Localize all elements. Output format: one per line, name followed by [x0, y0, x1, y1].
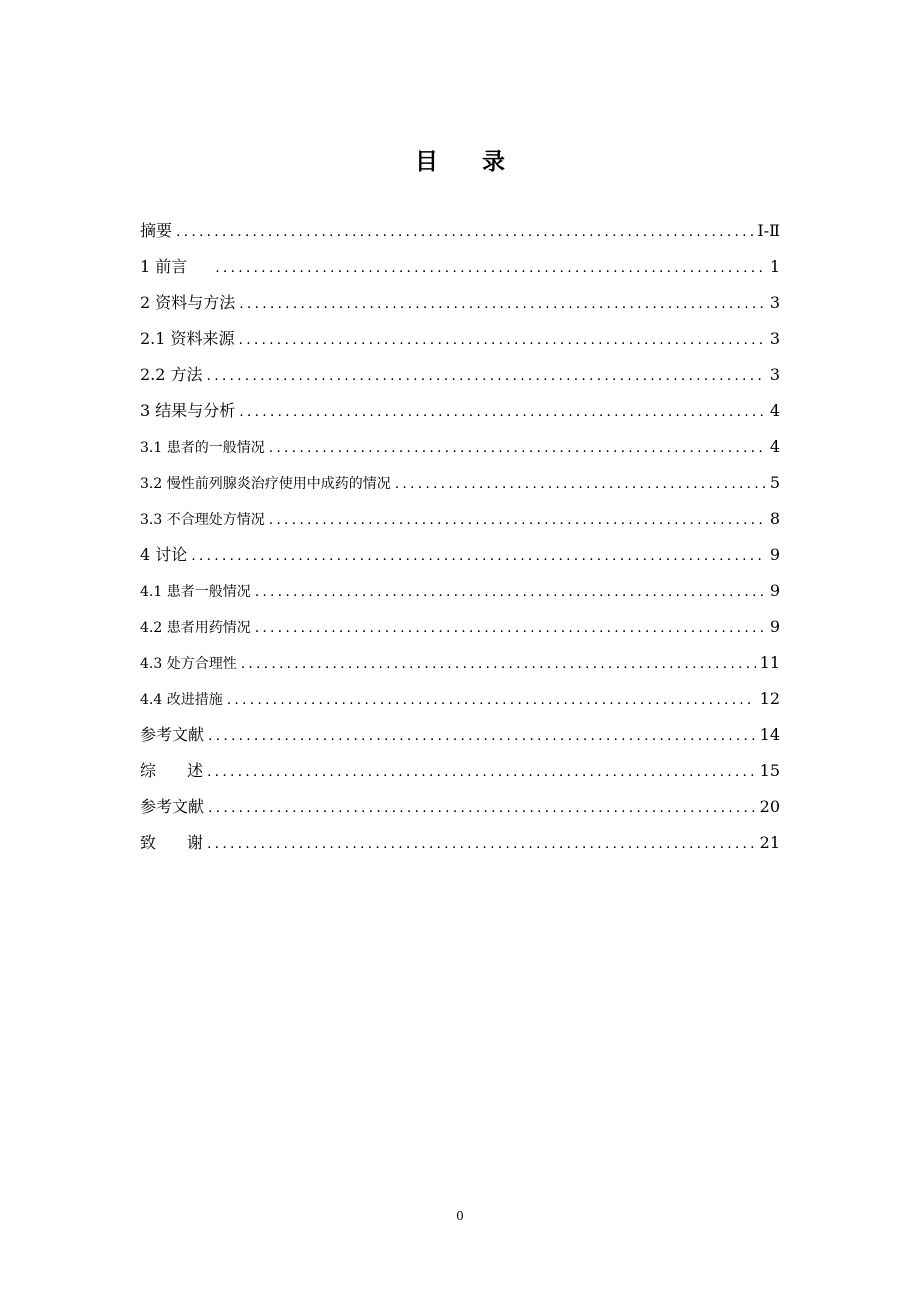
toc-leader-dots	[395, 470, 766, 498]
toc-entry-label: 4.1 患者一般情况	[140, 584, 251, 600]
toc-leader-dots	[239, 290, 766, 318]
toc-leader-dots	[207, 758, 756, 786]
toc-entry-methods[interactable]	[140, 361, 780, 397]
toc-leader-dots	[239, 326, 766, 354]
toc-leader-dots	[241, 650, 756, 678]
toc-entry-irrational-prescriptions[interactable]	[140, 505, 780, 541]
toc-entry-page: 15	[759, 761, 780, 780]
toc-entry-page: 12	[759, 689, 780, 708]
toc-leader-dots	[208, 794, 756, 822]
toc-leader-dots	[239, 398, 766, 426]
toc-entry-page: 14	[759, 725, 780, 744]
toc-entry-materials-methods[interactable]	[140, 289, 780, 325]
toc-entry-label: 摘要	[140, 221, 173, 240]
toc-entry-discussion-patients[interactable]	[140, 577, 780, 613]
toc-leader-dots	[207, 830, 756, 858]
toc-leader-dots	[269, 434, 766, 462]
toc-entry-data-source[interactable]	[140, 325, 780, 361]
toc-entry-references[interactable]	[140, 721, 780, 757]
toc-entry-label: 参考文献	[140, 797, 205, 816]
toc-entry-label: 3 结果与分析	[140, 401, 236, 420]
toc-entry-label: 综述	[140, 761, 235, 780]
toc-entry-review-references[interactable]	[140, 793, 780, 829]
toc-entry-page: 3	[769, 365, 780, 384]
toc-entry-prescription-rationality[interactable]	[140, 649, 780, 685]
toc-entry-label: 3.3 不合理处方情况	[140, 512, 265, 528]
toc-entry-discussion[interactable]	[140, 541, 780, 577]
toc-entry-page: 4	[769, 401, 780, 420]
toc-entry-label: 4 讨论	[140, 545, 188, 564]
toc-entry-page: 9	[769, 581, 780, 600]
toc-leader-dots	[269, 506, 766, 534]
toc-entry-medication-use[interactable]	[140, 469, 780, 505]
toc-leader-dots	[255, 614, 766, 642]
toc-entry-page: 5	[769, 473, 780, 492]
toc-entry-page: 20	[759, 797, 780, 816]
toc-entry-page: 3	[769, 293, 780, 312]
toc-entry-label: 2.1 资料来源	[140, 329, 235, 348]
toc-leader-dots	[255, 578, 766, 606]
toc-entry-discussion-medication[interactable]	[140, 613, 780, 649]
toc-entry-results[interactable]	[140, 397, 780, 433]
toc-leader-dots	[227, 686, 756, 714]
toc-entry-improvements[interactable]	[140, 685, 780, 721]
toc-entry-page: 11	[759, 653, 780, 672]
toc-entry-abstract[interactable]	[140, 217, 780, 253]
toc-entry-page: 3	[769, 329, 780, 348]
toc-entry-review[interactable]	[140, 757, 780, 793]
toc-entry-page: Ⅰ-Ⅱ	[757, 221, 780, 240]
toc-entry-label: 2.2 方法	[140, 365, 203, 384]
toc-entry-label: 4.4 改进措施	[140, 692, 223, 708]
toc-entry-label: 1 前言	[140, 257, 188, 276]
table-of-contents	[140, 217, 780, 865]
toc-entry-patient-general[interactable]	[140, 433, 780, 469]
toc-leader-dots	[215, 254, 766, 282]
toc-leader-dots	[176, 218, 753, 246]
toc-entry-label: 致谢	[140, 833, 235, 852]
toc-entry-label: 3.2 慢性前列腺炎治疗使用中成药的情况	[140, 476, 391, 492]
toc-entry-page: 4	[769, 437, 780, 456]
toc-entry-label: 4.3 处方合理性	[140, 656, 237, 672]
toc-entry-label: 4.2 患者用药情况	[140, 620, 251, 636]
page-title: 目录	[415, 149, 549, 175]
toc-entry-acknowledgements[interactable]	[140, 829, 780, 865]
toc-entry-page: 8	[769, 509, 780, 528]
footer-page-number: 0	[456, 1209, 464, 1223]
toc-entry-label: 3.1 患者的一般情况	[140, 440, 265, 456]
toc-entry-preface[interactable]	[140, 253, 780, 289]
toc-entry-page: 9	[769, 617, 780, 636]
toc-leader-dots	[191, 542, 766, 570]
toc-entry-label: 2 资料与方法	[140, 293, 236, 312]
toc-leader-dots	[207, 362, 766, 390]
toc-leader-dots	[208, 722, 756, 750]
toc-entry-page: 1	[769, 257, 780, 276]
toc-entry-label: 参考文献	[140, 725, 205, 744]
toc-entry-page: 21	[759, 833, 780, 852]
toc-entry-page: 9	[769, 545, 780, 564]
